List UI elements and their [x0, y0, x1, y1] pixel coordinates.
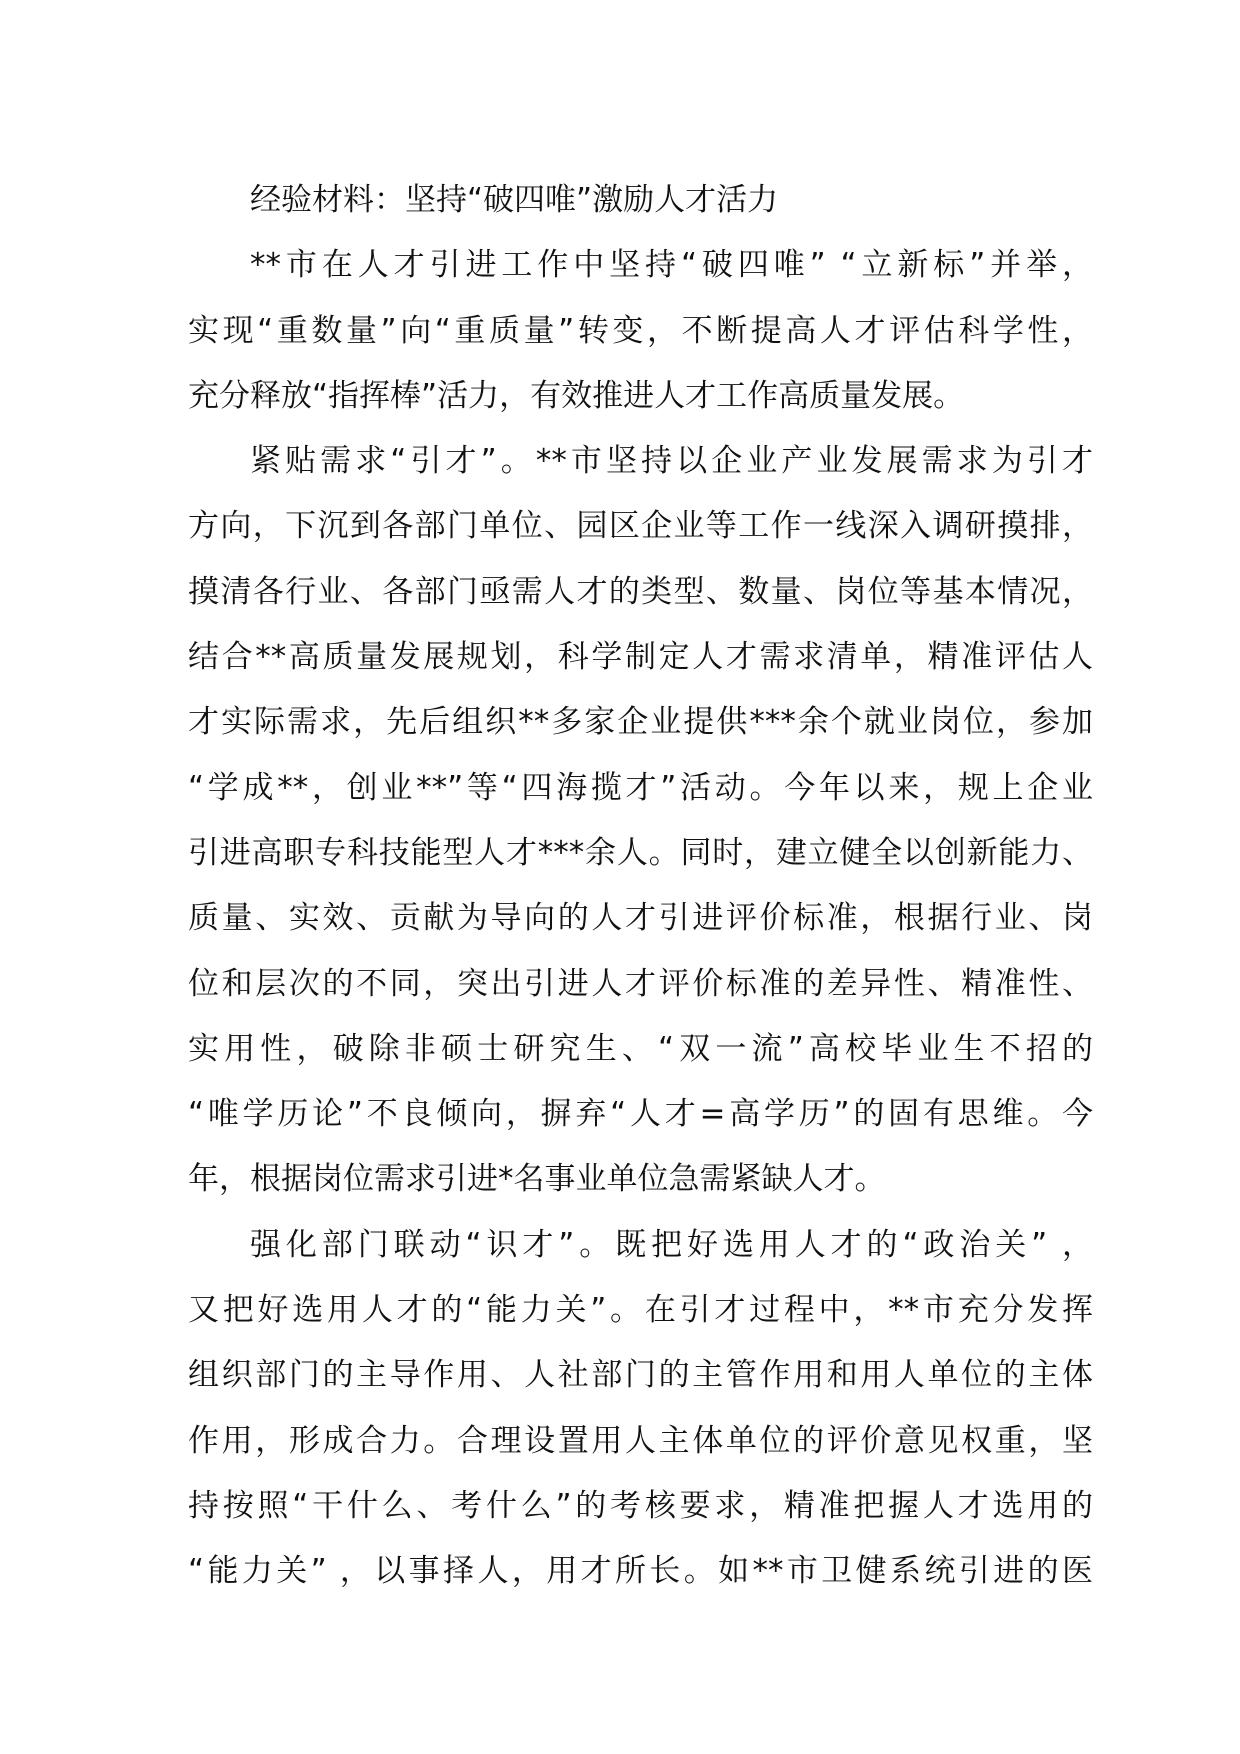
text-line: “唯学历论”不良倾向，摒弃“人才=高学历”的固有思维。今	[188, 1096, 1093, 1133]
paragraph-recruit-by-demand	[188, 429, 1093, 1213]
text-line: 持按照“干什么、考什么”的考核要求，精准把握人才选用的	[188, 1487, 1093, 1524]
text-line: 方向，下沉到各部门单位、园区企业等工作一线深入调研摸排，	[188, 508, 1093, 545]
text-line: 引进高职专科技能型人才***余人。同时，建立健全以创新能力、	[188, 834, 1093, 871]
text-line: 年，根据岗位需求引进*名事业单位急需紧缺人才。	[188, 1161, 886, 1198]
text-line: 质量、实效、贡献为导向的人才引进评价标准，根据行业、岗	[188, 900, 1093, 937]
document-title: 经验材料：坚持“破四唯”激励人才活力	[250, 182, 779, 218]
text-line: 充分释放“指挥棒”活力，有效推进人才工作高质量发展。	[188, 377, 965, 414]
text-line: 组织部门的主导作用、人社部门的主管作用和用人单位的主体	[188, 1357, 1093, 1394]
text-line: 结合**高质量发展规划，科学制定人才需求清单，精准评估人	[188, 639, 1093, 676]
text-line: 紧贴需求“引才”。**市坚持以企业产业发展需求为引才	[250, 443, 1093, 480]
text-line: 实现“重数量”向“重质量”转变，不断提高人才评估科学性，	[188, 312, 1093, 349]
text-line: 又把好选用人才的“能力关”。在引才过程中，**市充分发挥	[188, 1292, 1093, 1329]
text-line: 才实际需求，先后组织**多家企业提供***余个就业岗位，参加	[188, 704, 1093, 741]
paragraph-intro	[188, 233, 1093, 429]
text-line: “能力关” ，以事择人，用才所长。如**市卫健系统引进的医	[188, 1553, 1093, 1590]
text-line: 摸清各行业、各部门亟需人才的类型、数量、岗位等基本情况，	[188, 573, 1093, 610]
text-line: **市在人才引进工作中坚持“破四唯” “立新标”并举，	[250, 247, 1093, 284]
text-line: 作用，形成合力。合理设置用人主体单位的评价意见权重，坚	[188, 1422, 1093, 1459]
text-line: “学成**，创业**”等“四海揽才”活动。今年以来，规上企业	[188, 769, 1093, 806]
text-line: 强化部门联动“识才”。既把好选用人才的“政治关” ，	[250, 1226, 1093, 1263]
text-line: 实用性，破除非硕士研究生、“双一流”高校毕业生不招的	[188, 1030, 1093, 1067]
text-line: 位和层次的不同，突出引进人才评价标准的差异性、精准性、	[188, 965, 1093, 1002]
document-body	[188, 168, 1093, 1605]
paragraph-department-linkage	[188, 1213, 1093, 1605]
